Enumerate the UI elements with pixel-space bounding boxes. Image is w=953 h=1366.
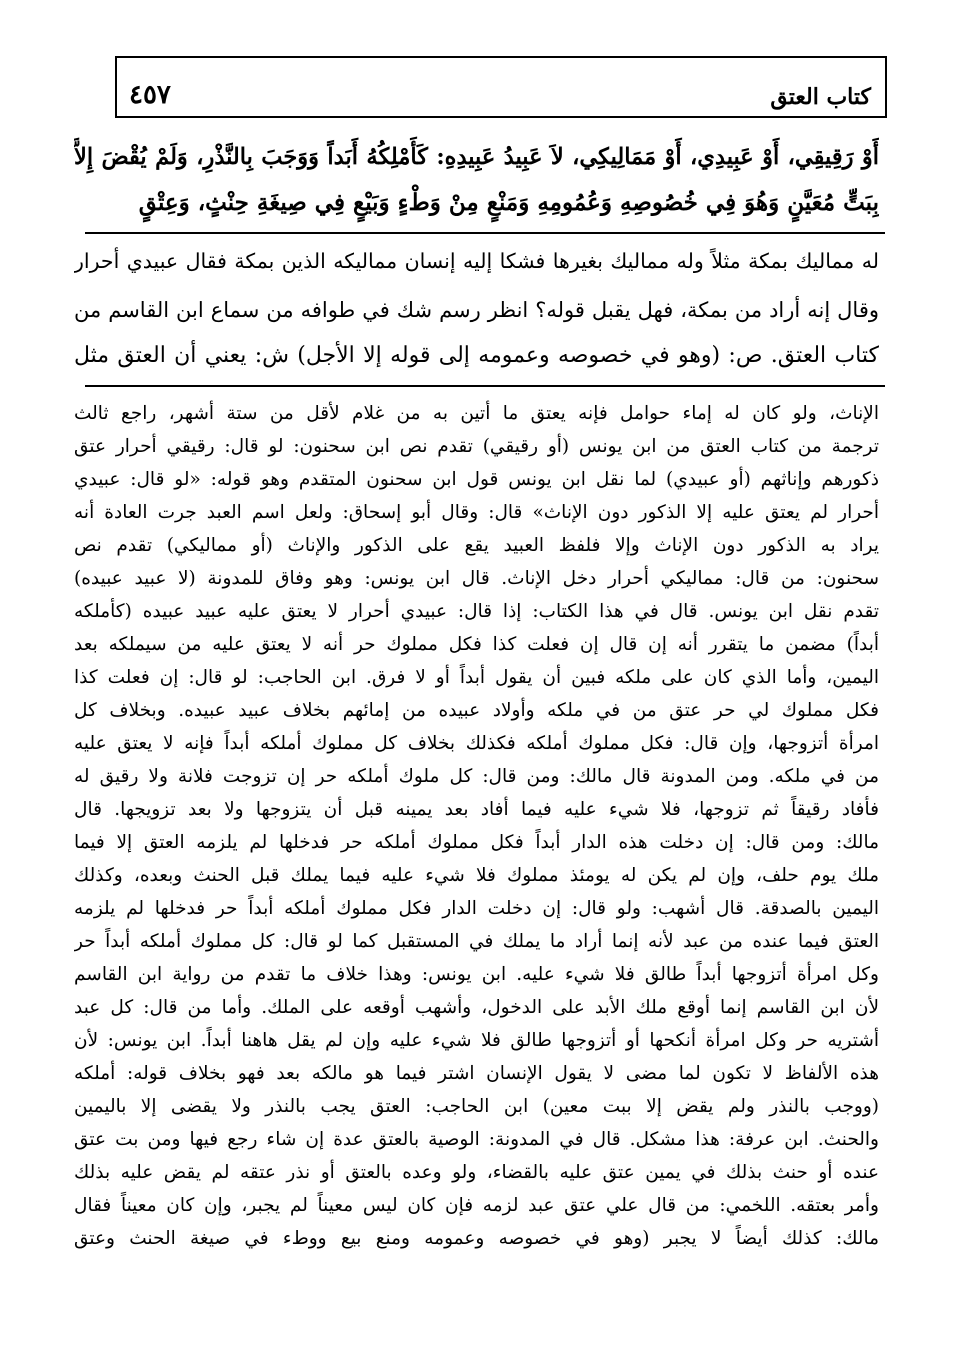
sharh-line: وقال إنه أراد من بمكة، فهل يقبل قوله؟ انظر رسم شك في طوافه من سماع ابن القاسم من [74, 298, 879, 322]
footnote-line: ترجمة من كتاب العتق من ابن يونس (أو رقيقي) تقدم نص ابن سحنون: لو قال: رقيقي أحرار عتق [74, 436, 879, 457]
footnote-line: سحنون: من قال: مماليكي أحرار دخل الإناث. قال ابن يونس: وهو وفاق للمدونة (لا عبيد عبيده) [74, 568, 879, 589]
footnote-line: ذكورهم وإناثهم (أو عبيدي) لما نقل ابن يونس قول ابن سحنون المتقدم وهو قوله: «لو قال: عبيدي [74, 469, 879, 490]
matn-divider [85, 232, 885, 234]
footnote-line: اليمين بالصدقة. قال أشهب: ولو قال: إن دخلت الدار فكل مملوك أملكه أبداً حر فدخلها لم يلزمه [74, 898, 879, 919]
sharh-line: كتاب العتق. ص: (وهو في خصوصه وعمومه إلى قوله إلا الأجل) ش: يعني أن العتق مثل [74, 343, 879, 368]
footnote-line: فكل مملوك لي حر عتق من في ملكه وأولاد عبيده من إمائهم بخلاف عبيد عبيده. وبخلاف كل [74, 700, 879, 721]
footnote-line: يراد به الذكور دون الإناث وإلا فلفظ العبيد يقع على الذكور والإناث (أو مماليكي) تقدم نص [74, 535, 879, 556]
footnote-line: اليمين، وأما الذي كان على ملكه فبين أن يقول أبداً أو لا فرق. ابن الحاجب: لو قال: إن فعلت كذا [74, 667, 879, 688]
footnote-line: أشتريه حر وكل امرأة أنكحها أو أتزوجها طالق فلا شيء عليه وإن لم يقل هاهنا أبداً. ابن يونس: لأن [74, 1030, 879, 1051]
footnote-line: مالك: ومن قال: إن دخلت هذه الدار أبداً فكل مملوك أملكه حر فدخلها لم يلزمه العتق إلا فيما [74, 832, 879, 853]
footnote-line: العتق فيما عنده من عبد لأنه إنما أراد ما يملك في المستقبل كما لو قال: كل مملوك أملكه أبداً حر [74, 931, 879, 952]
footnote-line: وأمر بعتقه. اللخمي: من قال علي عتق عبد لزمه فإن كان ليس معيناً لم يجبر، وإن كان معيناً فقال [74, 1195, 879, 1216]
footnote-line: الإناث، ولو كان له إماء حوامل فإنه يعتق ما أتين به من غلام لأقل من ستة أشهر، راجع ثالث [74, 403, 879, 424]
footnote-line: مالك: كذلك أيضاً لا يجبر (وهو في خصوصه وعمومه ومنع بيع ووطء في صيغة الحنث وعتق [74, 1228, 879, 1249]
chapter-title: كتاب العتق [770, 84, 871, 110]
footnote-line: عنده أو حنث بذلك في يمين عتق عليه بالقضاء، ولو وعده بالعتق أو نذر عتقه لم يقض عليه بذلك [74, 1162, 879, 1183]
footnote-line: أحرار لم يعتق عليه إلا الذكور دون الإناث» قال: وقال أبو إسحاق: ولعل اسم العبد جرت العادة أنه [74, 502, 879, 523]
footnote-line: والحنث. ابن عرفة: هذا مشكل. قال في المدونة: الوصية بالعتق عدة إن شاء رجع فيها ومن بت عتق [74, 1129, 879, 1150]
footnote-line: من في ملكه. ومن المدونة قال مالك: ومن قال: كل ملوك أملكه حر إن تزوجت فلانة ولا رقيق له [74, 766, 879, 787]
footnote-divider [85, 385, 885, 387]
footnote-line: امرأة أتزوجها، وإن قال: فكل مملوك أملكه فكذلك بخلاف كل مملوك أملكه أبداً فإنه لا يعتق عليه [74, 733, 879, 754]
footnote-line: ملك يوم حلف، وإن لم يكن له يومئذ مملوك فلا شيء عليه فيما يملك قبل الحنث وبعده، وكذلك [74, 865, 879, 886]
matn-line: أَوْ رَقِيقِي، أَوْ عَبِيدِي، أَوْ مَمَالِيكِي، لاَ عَبِيدُ عَبِيدِهِ: كَأَمْلِكُهُ أَبَداً وَوَجَبَ بِالنَّذْرِ، وَلَمْ يُقْضَ إِلاَّ [74, 144, 879, 170]
footnote-line: تقدم نقل ابن يونس. قال في هذا الكتاب: إذا قال: عبيدي أحرار لا يعتق عليه عبيد عبيده (كأملكه [74, 601, 879, 622]
page-header [115, 56, 887, 118]
footnote-line: وكل امرأة أتزوجها أبداً طالق فلا شيء عليه. ابن يونس: وهذا خلاف ما تقدم من رواية ابن القاسم [74, 964, 879, 985]
footnote-line: فأفاد رقيقاً ثم تزوجها، فلا شيء عليه فيما أفاد بعد يمينه قبل أن يتزوجها ولا بعد تزويجها. قال [74, 799, 879, 820]
sharh-line: له مماليك بمكة مثلاً وله مماليك بغيرها فشكا إليه إنسان مماليكه الذين بمكة فقال عبيدي أحرار [74, 249, 879, 273]
page-number: ٤٥٧ [129, 80, 171, 110]
footnote-line: لأن ابن القاسم إنما أوقع ملك الأبد على الدخول، وأشهب أوقعه على الملك. وأما من قال: كل عبد [74, 997, 879, 1018]
footnote-line: هذه الألفاظ لا تكون لما مضى لا يقول الإنسان اشتر فيما هو مالكه بعد فهو بخلاف قوله: أملكه [74, 1063, 879, 1084]
footnote-line: أبداً) مضمن ما يتقرر أنه إن قال إن فعلت كذا فكل مملوك حر أنه لا يعتق عليه من سيملكه بعد [74, 634, 879, 655]
matn-line: بِبَتٍّ مُعَيَّنٍ وَهُوَ فِي خُصُوصِهِ وَعُمُومِهِ وَمَنْعٍ مِنْ وَطْءٍ وَبَيْعٍ فِي صِيغَةِ حِنْثٍ، وَعِتْقٍ [138, 189, 879, 216]
footnote-line: (ووجب بالنذر ولم يقض إلا ببت معين) ابن الحاجب: العتق يجب بالنذر ولا يقضى إلا باليمين [74, 1096, 879, 1117]
